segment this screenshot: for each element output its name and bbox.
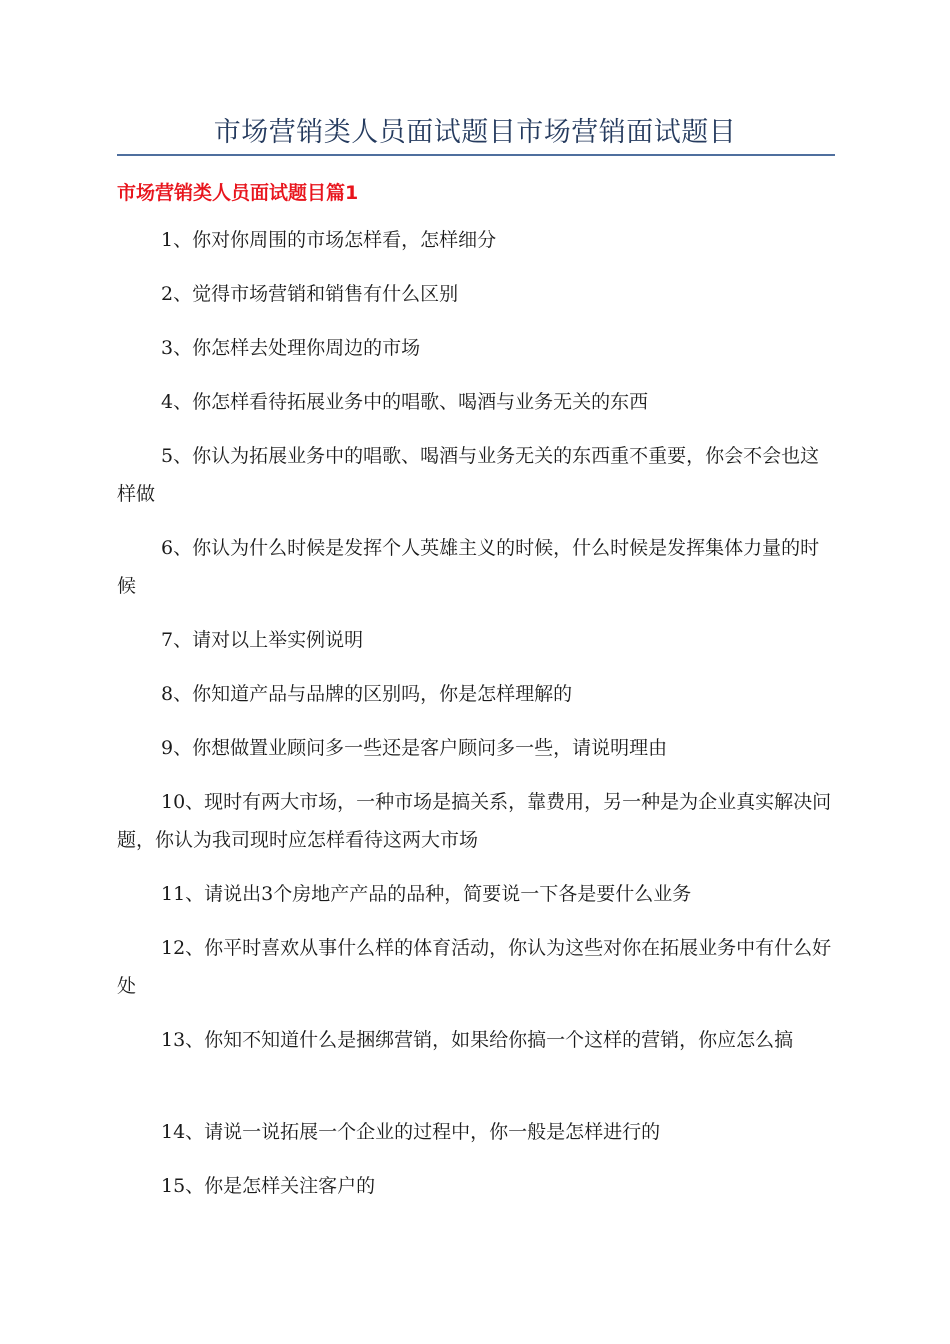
question-item: 4、你怎样看待拓展业务中的唱歌、喝酒与业务无关的东西 (161, 391, 649, 413)
question-item: 1、你对你周围的市场怎样看，怎样细分 (161, 229, 497, 251)
question-item: 2、觉得市场营销和销售有什么区别 (161, 283, 459, 305)
question-item: 8、你知道产品与品牌的区别吗，你是怎样理解的 (161, 683, 573, 705)
question-item: 14、请说一说拓展一个企业的过程中，你一般是怎样进行的 (161, 1121, 661, 1143)
document-title: 市场营销类人员面试题目市场营销面试题目 (213, 117, 737, 148)
question-item: 6、你认为什么时候是发挥个人英雄主义的时候，什么时候是发挥集体力量的时候 (117, 537, 820, 597)
question-item: 7、请对以上举实例说明 (161, 629, 364, 651)
question-item: 15、你是怎样关注客户的 (161, 1175, 376, 1197)
question-item: 5、你认为拓展业务中的唱歌、喝酒与业务无关的东西重不重要，你会不会也这样做 (117, 445, 820, 505)
title-underline (117, 154, 835, 156)
question-item: 9、你想做置业顾问多一些还是客户顾问多一些，请说明理由 (161, 737, 668, 759)
question-item: 3、你怎样去处理你周边的市场 (161, 337, 421, 359)
question-item: 13、你知不知道什么是捆绑营销，如果给你搞一个这样的营销，你应怎么搞 (161, 1029, 794, 1051)
question-item: 11、请说出3个房地产产品的品种，简要说一下各是要什么业务 (161, 883, 692, 905)
question-item: 12、你平时喜欢从事什么样的体育活动，你认为这些对你在拓展业务中有什么好处 (117, 937, 832, 997)
section-heading: 市场营销类人员面试题目篇1 (117, 182, 359, 204)
question-item: 10、现时有两大市场，一种市场是搞关系，靠费用，另一种是为企业真实解决问题，你认为我司现时应怎样看待这两大市场 (117, 791, 832, 851)
